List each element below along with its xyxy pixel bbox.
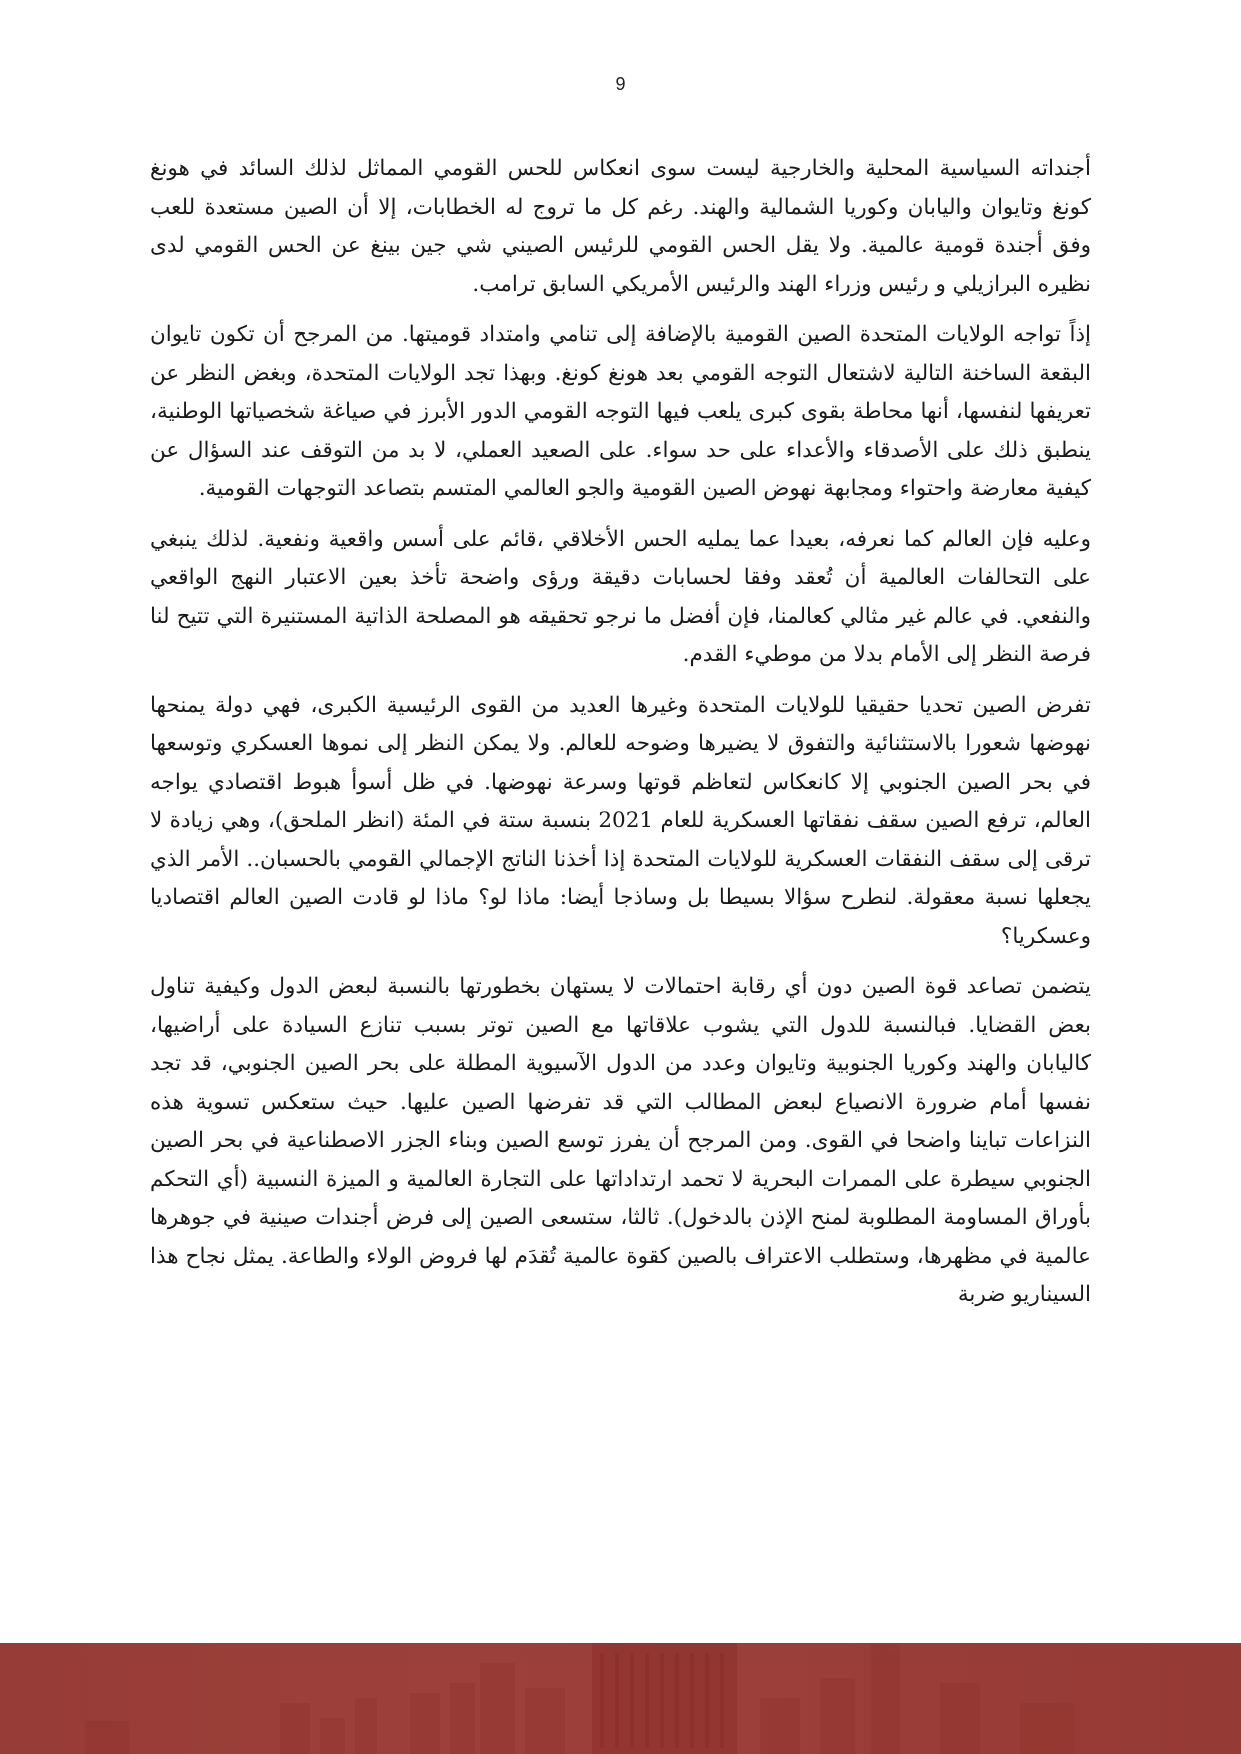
paragraph-4: تفرض الصين تحديا حقيقيا للولايات المتحدة وغيرها العديد من القوى الرئيسية الكبرى، فهي دولة يمنحها نهوضها شعورا بالاستثنائية والتفوق لا يضيرها وضوحه للعالم. ولا يمكن النظر إلى نموها العسكري وتوسعها في بحر الصين الجنوبي إلا كانعكاس لتعاظم قوتها وسرعة نهوضها. في ظل أسوأ هبوط اقتصادي يواجه العالم، ترفع الصين سقف نفقاتها العسكرية للعام 2021 بنسبة ستة في المئة (انظر الملحق)، وهي زيادة لا ترقى إلى سقف النفقات العسكرية للولايات المتحدة إذا أخذنا الناتج الإجمالي القومي بالحسبان.. الأمر الذي يجعلها نسبة معقولة. لنطرح سؤالا بسيطا بل وساذجا أيضا: ماذا لو؟ ماذا لو قادت الصين العالم اقتصاديا وعسكريا؟ <box>150 692 1091 949</box>
paragraph-5: يتضمن تصاعد قوة الصين دون أي رقابة احتمالات لا يستهان بخطورتها بالنسبة لبعض الدول وكيفية تناول بعض القضايا. فبالنسبة للدول التي يشوب علاقاتها مع الصين توتر بسبب تنازع السيادة على أراضيها، كاليابان والهند وكوريا الجنوبية وتايوان وعدد من الدول الآسيوية المطلة على بحر الصين الجنوبي، قد تجد نفسها أمام ضرورة الانصياع لبعض المطالب التي قد تفرضها الصين عليها. حيث ستعكس تسوية هذه النزاعات تباينا واضحا في القوى. ومن المرجح أن يفرز توسع الصين وبناء الجزر الاصطناعية في بحر الصين الجنوبي سيطرة على الممرات البحرية لا تحمد ارتداداتها على التجارة العالمية و الميزة النسبية (أي التحكم بأوراق المساومة المطلوبة لمنح الإذن بالدخول). ثالثا، ستسعى الصين إلى فرض أجندات صينية في جوهرها عالمية في مظهرها، وستطلب الاعتراف بالصين كقوة عالمية تُقدَم لها فروض الولاء والطاعة. يمثل نجاح هذا السيناريو ضربة <box>150 974 1091 1307</box>
paragraph-3: وعليه فإن العالم كما نعرفه، بعيدا عما يمليه الحس الأخلاقي ،قائم على أسس واقعية ونفعية. لذلك ينبغي على التحالفات العالمية أن تُعقد وفقا لحسابات دقيقة ورؤى واضحة تأخذ بعين الاعتبار النهج الواقعي والنفعي. في عالم غير مثالي كعالمنا، فإن أفضل ما نرجو تحقيقه هو المصلحة الذاتية المستنيرة التي تتيح لنا فرصة النظر إلى الأمام بدلا من موطيء القدم. <box>150 526 1091 667</box>
paragraph-2: إذاً تواجه الولايات المتحدة الصين القومية بالإضافة إلى تنامي وامتداد قوميتها. من المرجح أن تكون تايوان البقعة الساخنة التالية لاشتعال التوجه القومي بعد هونغ كونغ. وبهذا تجد الولايات المتحدة، وبغض النظر عن تعريفها لنفسها، أنها محاطة بقوى كبرى يلعب فيها التوجه القومي الدور الأبرز في صياغة شخصياتها الوطنية، ينطبق ذلك على الأصدقاء والأعداء على حد سواء. على الصعيد العملي، لا بد من التوقف عند السؤال عن كيفية معارضة واحتواء ومجابهة نهوض الصين القومية والجو العالمي المتسم بتصاعد التوجهات القومية. <box>150 322 1091 501</box>
page-number: 9 <box>615 74 626 94</box>
paragraph-1: أجنداته السياسية المحلية والخارجية ليست سوى انعكاس للحس القومي المماثل لذلك السائد في هونغ كونغ وتايوان واليابان وكوريا الشمالية والهند. رغم كل ما تروج له الخطابات، إلا أن الصين مستعدة للعب وفق أجندة قومية عالمية. ولا يقل الحس القومي للرئيس الصيني شي جين بينغ عن الحس القومي لدى نظيره البرازيلي و رئيس وزراء الهند والرئيس الأمريكي السابق ترامب. <box>150 156 1091 297</box>
city-skyline-icon <box>0 1643 1241 1754</box>
document-body <box>150 150 1091 1327</box>
footer-band <box>0 1643 1241 1754</box>
